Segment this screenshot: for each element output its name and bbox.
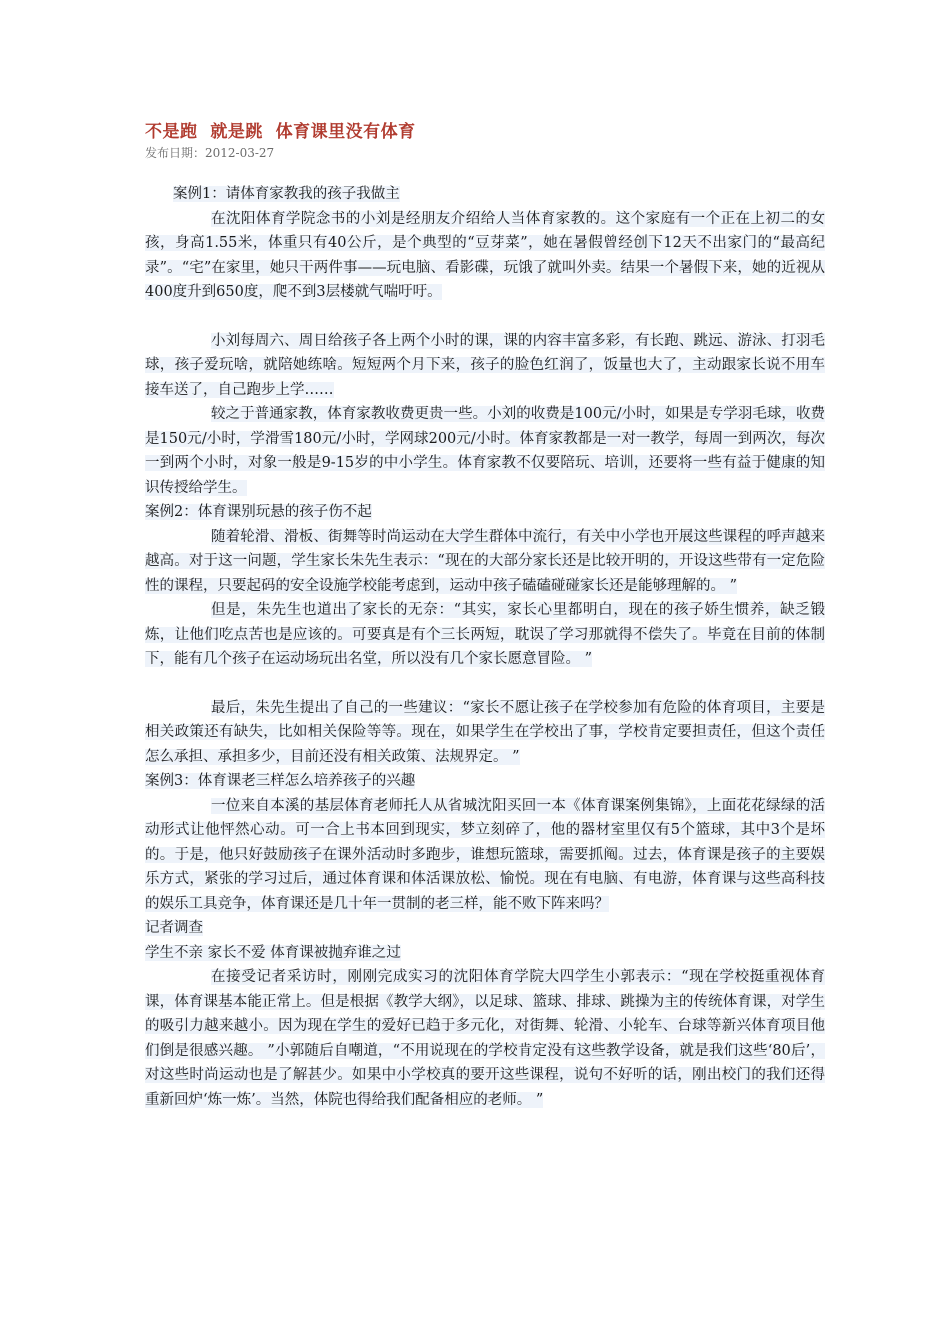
section-heading bbox=[145, 769, 825, 794]
body-paragraph bbox=[145, 525, 825, 599]
paragraph-gap bbox=[145, 305, 825, 329]
paragraph-text: 一位来自本溪的基层体育老师托人从省城沈阳买回一本《体育课案例集锦》，上面花花绿绿的活动形式让他怦然心动。可一合上书本回到现实，梦立刻碎了，他的器材室里仅有5个篮球，其中3个是坏的。于是，他只好鼓励孩子在课外活动时多跑步，谁想玩篮球，需要抓阄。过去，体育课是孩子的主要娱乐方式，紧张的学习过后，通过体育课和体活课放松、愉悦。现在有电脑、有电游，体育课与这些高科技的娱乐工具竞争，体育课还是几十年一贯制的老三样，能不败下阵来吗？ bbox=[145, 797, 825, 912]
paragraph-text: 但是，朱先生也道出了家长的无奈：“其实，家长心里都明白，现在的孩子娇生惯养，缺乏锻炼，让他们吃点苦也是应该的。可要真是有个三长两短，耽误了学习那就得不偿失了。毕竟在目前的体制下，能有几个孩子在运动场玩出名堂，所以没有几个家长愿意冒险。 ” bbox=[145, 602, 825, 667]
body-paragraph bbox=[145, 965, 825, 1112]
paragraph-text: 在接受记者采访时，刚刚完成实习的沈阳体育学院大四学生小郭表示：“现在学校挺重视体育课，体育课基本能正常上。但是根据《教学大纲》，以足球、篮球、排球、跳操为主的传统体育课，对学生的吸引力越来越小。因为现在学生的爱好已趋于多元化，对街舞、轮滑、小轮车、台球等新兴体育项目他们倒是很感兴趣。 ”小郭随后自嘲道，“不用说现在的学校肯定没有这些教学设备，就是我们这些‘80后’，对这些时尚运动也是了解甚少。如果中小学校真的要开这些课程，说句不好听的话，刚出校门的我们还得重新回炉‘炼一炼’。当然，体院也得给我们配备相应的老师。 ” bbox=[145, 969, 825, 1108]
paragraph-text: 案例2：体育课别玩悬的孩子伤不起 bbox=[145, 504, 372, 520]
body-paragraph bbox=[145, 207, 825, 305]
paragraph-gap bbox=[145, 672, 825, 696]
section-heading bbox=[145, 500, 825, 525]
section-heading bbox=[145, 941, 825, 966]
paragraph-text: 学生不亲 家长不爱 体育课被抛弃谁之过 bbox=[145, 944, 401, 961]
article bbox=[145, 120, 825, 1112]
article-title: 不是跑 就是跳 体育课里没有体育 bbox=[145, 122, 416, 142]
article-body bbox=[145, 182, 825, 1112]
paragraph-text: 较之于普通家教，体育家教收费更贵一些。小刘的收费是100元/小时，如果是专学羽毛球，收费是150元/小时，学滑雪180元/小时，学网球200元/小时。体育家教都是一对一教学，每周一到两次，每次一到两个小时，对象一般是9-15岁的中小学生。体育家教不仅要陪玩、培训，还要将一些有益于健康的知识传授给学生。 bbox=[145, 406, 825, 496]
section-heading bbox=[145, 916, 825, 941]
body-paragraph bbox=[145, 696, 825, 770]
body-paragraph bbox=[145, 794, 825, 917]
paragraph-text: 案例3：体育课老三样怎么培养孩子的兴趣 bbox=[145, 773, 416, 789]
paragraph-text: 记者调查 bbox=[145, 920, 203, 936]
body-paragraph bbox=[145, 598, 825, 672]
body-paragraph bbox=[145, 402, 825, 500]
paragraph-text: 随着轮滑、滑板、街舞等时尚运动在大学生群体中流行，有关中小学也开展这些课程的呼声越来越高。对于这一问题，学生家长朱先生表示：“现在的大部分家长还是比较开明的，开设这些带有一定危险性的课程，只要起码的安全设施学校能考虑到，运动中孩子磕磕碰碰家长还是能够理解的。 ” bbox=[145, 528, 825, 594]
body-paragraph bbox=[145, 329, 825, 403]
paragraph-text: 在沈阳体育学院念书的小刘是经朋友介绍给人当体育家教的。这个家庭有一个正在上初二的女孩，身高1.55米，体重只有40公斤，是个典型的“豆芽菜”，她在暑假曾经创下12天不出家门的“最高纪录”。“宅”在家里，她只干两件事——玩电脑、看影碟，玩饿了就叫外卖。结果一个暑假下来，她的近视从400度升到650度，爬不到3层楼就气喘吁吁。 bbox=[145, 210, 825, 300]
section-heading bbox=[145, 182, 825, 207]
publish-date: 发布日期：2012-03-27 bbox=[145, 146, 275, 160]
paragraph-text: 案例1：请体育家教我的孩子我做主 bbox=[173, 186, 400, 202]
paragraph-text: 小刘每周六、周日给孩子各上两个小时的课，课的内容丰富多彩，有长跑、跳远、游泳、打羽毛球，孩子爱玩啥，就陪她练啥。短短两个月下来，孩子的脸色红润了，饭量也大了，主动跟家长说不用车接车送了，自己跑步上学…… bbox=[145, 332, 825, 398]
paragraph-text: 最后，朱先生提出了自己的一些建议：“家长不愿让孩子在学校参加有危险的体育项目，主要是相关政策还有缺失，比如相关保险等等。现在，如果学生在学校出了事，学校肯定要担责任，但这个责任怎么承担、承担多少，目前还没有相关政策、法规界定。 ” bbox=[145, 699, 825, 765]
